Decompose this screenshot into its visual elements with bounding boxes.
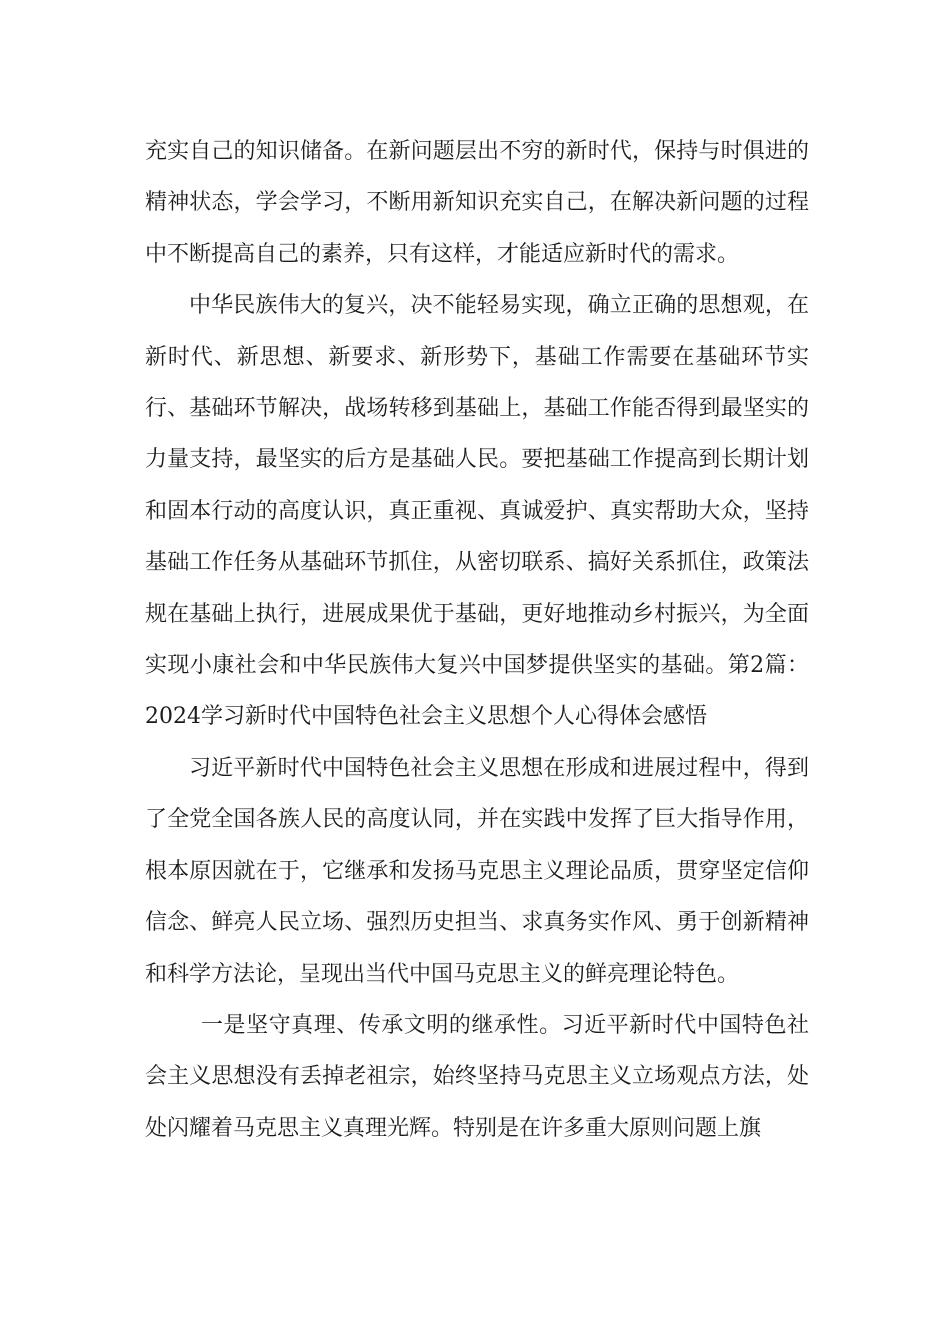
paragraph-national-rejuvenation: 中华民族伟大的复兴，决不能轻易实现，确立正确的思想观，在新时代、新思想、新要求、新形势下，基础工作需要在基础环节实行、基础环节解决，战场转移到基础上，基础工作能否得到最坚实的力量支持，最坚实的后方是基础人民。要把基础工作提高到长期计划和固本行动的高度认识，真正重视、真诚爱护、真实帮助大众，坚持基础工作任务从基础环节抓住，从密切联系、搞好关系抓住，政策法规在基础上执行，进展成果优于基础，更好地推动乡村振兴，为全面实现小康社会和中华民族伟大复兴中国梦提供坚实的基础。第2篇：2024学习新时代中国特色社会主义思想个人心得体会感悟 <box>145 293 809 730</box>
paragraph-first-point: 一是坚守真理、传承文明的继承性。习近平新时代中国特色社会主义思想没有丢掉老祖宗，始终坚持马克思主义立场观点方法，处处闪耀着马克思主义真理光辉。特别是在许多重大原则问题上旗 <box>145 1012 809 1141</box>
document-body <box>145 126 809 1154</box>
paragraph-continuation: 充实自己的知识储备。在新问题层出不穷的新时代，保持与时俱进的精神状态，学会学习，不断用新知识充实自己，在解决新问题的过程中不断提高自己的素养，只有这样，才能适应新时代的需求。 <box>145 139 809 267</box>
paragraph-thought-overview: 习近平新时代中国特色社会主义思想在形成和进展过程中，得到了全党全国各族人民的高度认同，并在实践中发挥了巨大指导作用，根本原因就在于，它继承和发扬马克思主义理论品质，贯穿坚定信仰信念、鲜亮人民立场、强烈历史担当、求真务实作风、勇于创新精神和科学方法论，呈现出当代中国马克思主义的鲜亮理论特色。 <box>145 755 809 987</box>
